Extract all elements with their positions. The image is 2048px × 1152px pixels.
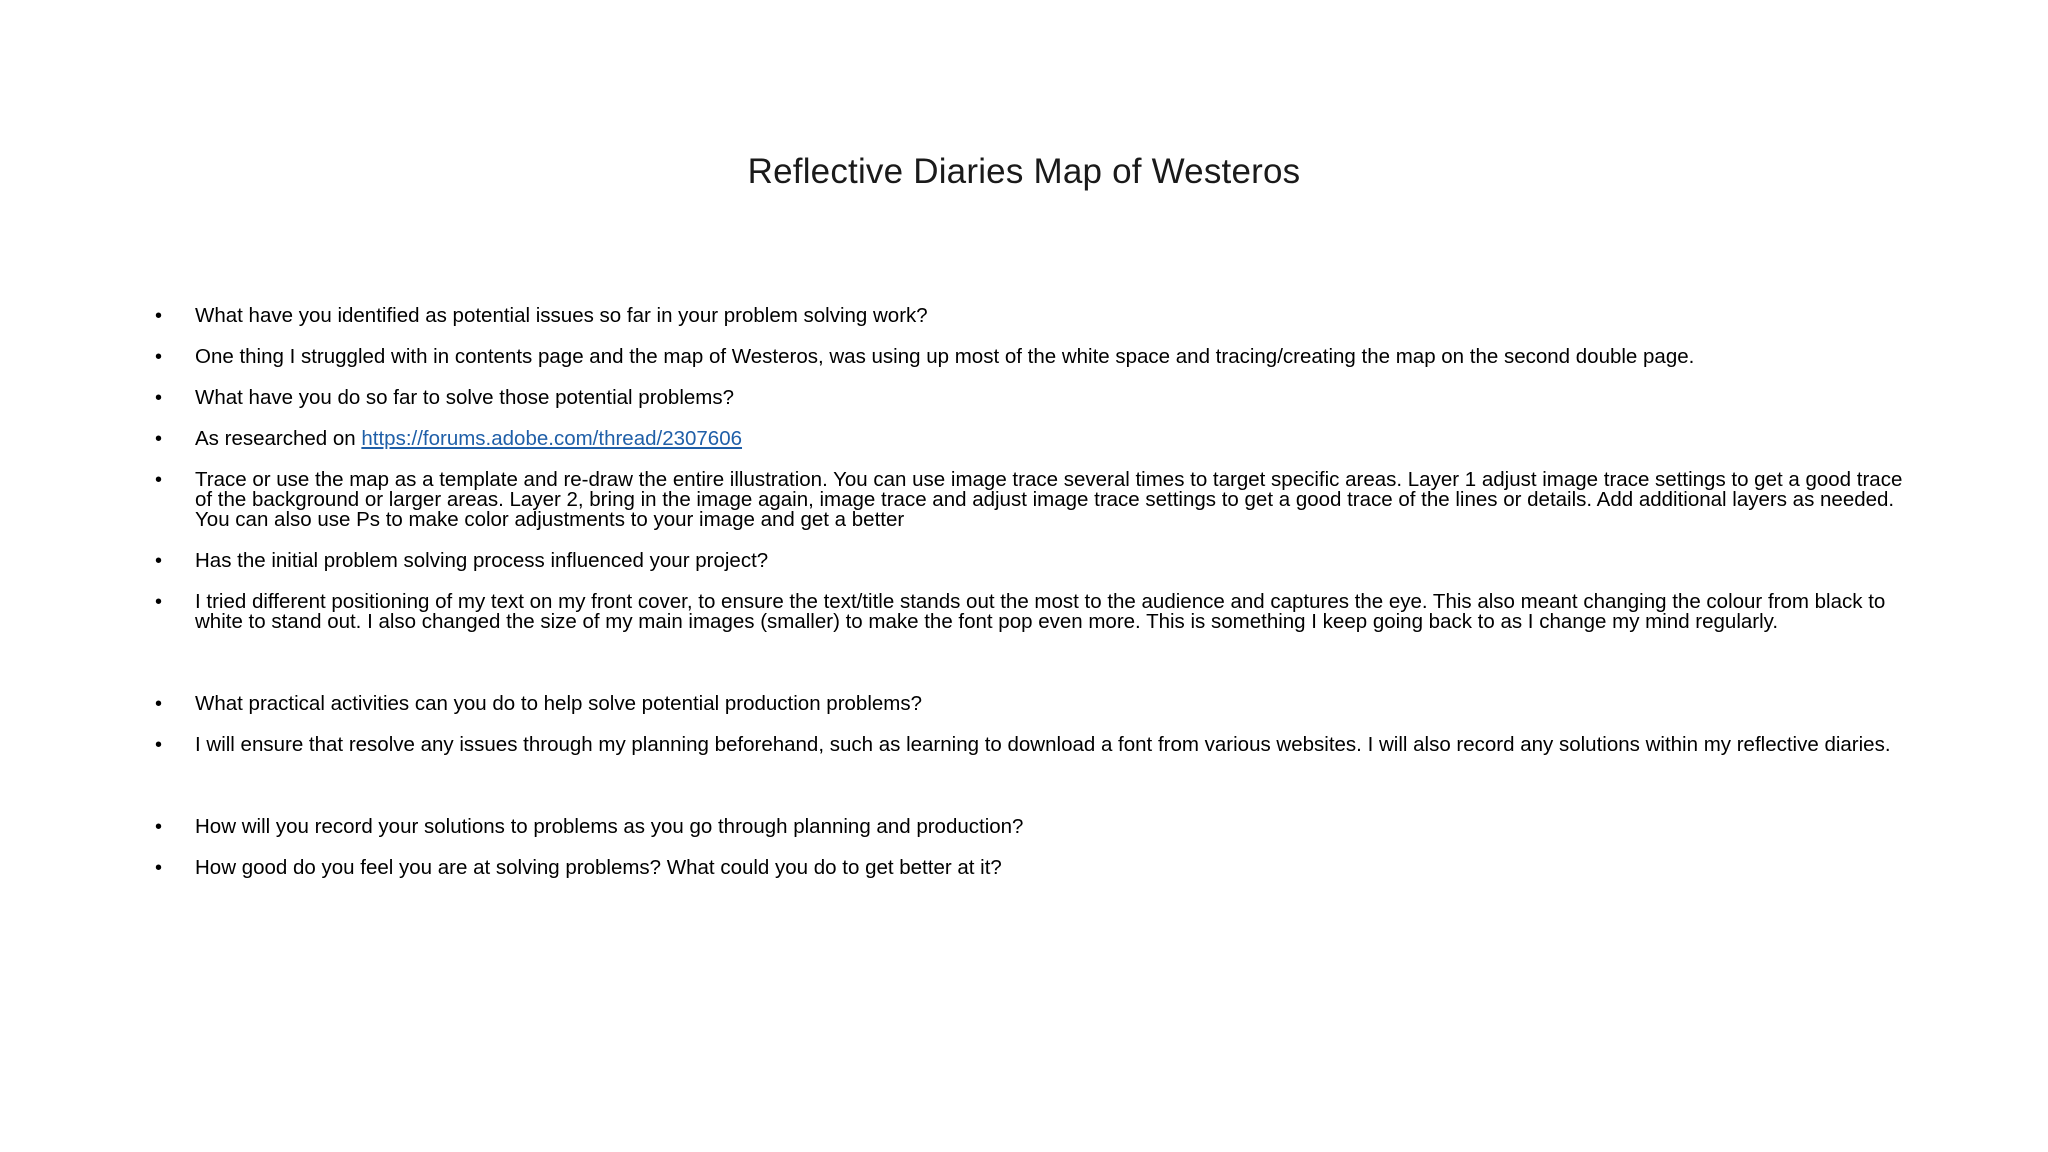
bullet-dot: • [155,693,163,715]
bullet-item-5 [155,470,1905,530]
bullet-dot: • [155,346,163,368]
bullet-item-8 [155,694,1905,714]
bullet-dot: • [155,428,163,450]
bullet-text: I tried different positioning of my text on my front cover, to ensure the text/title stands out the most to the audience and captures the eye. This also meant changing the colour from black to white to stand out. I also changed the size of my main images (smaller) to make the font pop even more. This is something I keep going back to as I change my mind regularly. [195,590,1886,633]
bullet-item-11 [155,858,1905,878]
bullet-dot: • [155,550,163,572]
bullet-item-9 [155,735,1905,755]
bullet-item-3 [155,388,1905,408]
bullet-text: Has the initial problem solving process influenced your project? [195,549,769,572]
bullet-text: What have you identified as potential issues so far in your problem solving work? [195,304,928,327]
slide-title: Reflective Diaries Map of Westeros [747,152,1301,191]
bullet-item-7 [155,592,1905,632]
bullet-text: How will you record your solutions to problems as you go through planning and production? [195,815,1024,838]
bullet-text: What practical activities can you do to help solve potential production problems? [195,692,923,715]
bullet-text: One thing I struggled with in contents page and the map of Westeros, was using up most of the white space and tracing/creating the map on the second double page. [195,345,1695,368]
bullet-item-6 [155,551,1905,571]
bullet-text: I will ensure that resolve any issues through my planning beforehand, such as learning to download a font from various websites. I will also record any solutions within my reflective diaries. [195,733,1891,756]
bullet-dot: • [155,387,163,409]
bullet-text: Trace or use the map as a template and re-draw the entire illustration. You can use image trace several times to target specific areas. Layer 1 adjust image trace settings to get a good trace of the background or larger areas. Layer 2, bring in the image again, image trace and adjust image trace settings to get a good trace of the lines or details. Add additional layers as needed. You can also use Ps to make color adjustments to your image and get a better [195,468,1903,531]
bullet-item-4 [155,429,1905,449]
bullet-dot: • [155,591,163,613]
bullet-dot: • [155,469,163,491]
bullet-item-10 [155,817,1905,837]
bullet-item-2 [155,347,1905,367]
bullet-text: How good do you feel you are at solving problems? What could you do to get better at it? [195,856,1002,879]
bullet-list [155,306,1905,899]
bullet-text: As researched on [195,427,362,450]
bullet-dot: • [155,305,163,327]
bullet-dot: • [155,816,163,838]
bullet-text: What have you do so far to solve those potential problems? [195,386,735,409]
bullet-item-1 [155,306,1905,326]
adobe-forum-link[interactable]: https://forums.adobe.com/thread/2307606 [361,427,743,450]
bullet-dot: • [155,857,163,879]
bullet-dot: • [155,734,163,756]
